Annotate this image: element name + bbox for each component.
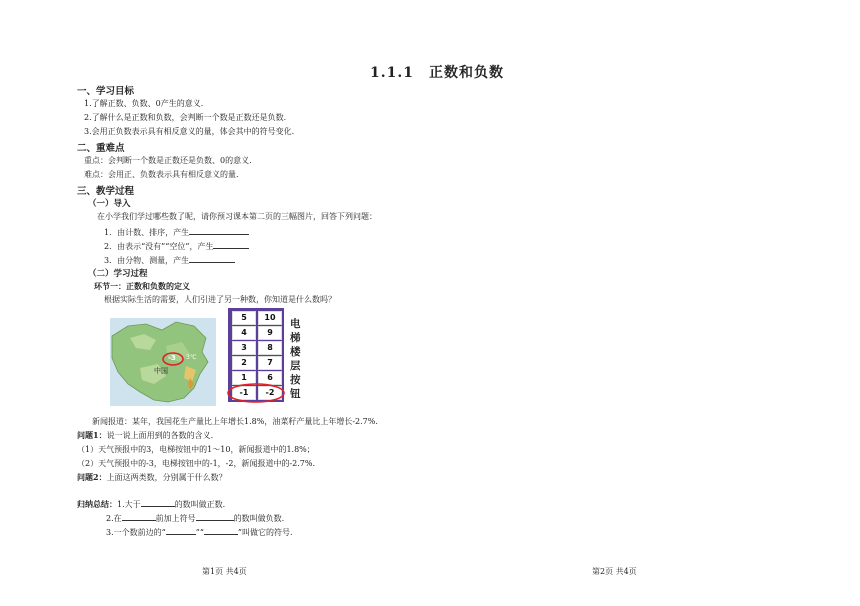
answer-blank [166, 526, 196, 535]
intro-question-2: 2．由表示“没有”“空位”，产生 [104, 240, 249, 252]
elevator-button: -1 [232, 386, 256, 400]
elevator-button: 2 [232, 356, 256, 370]
elevator-caption: 电梯楼层按钮 [290, 318, 301, 400]
section-heading-keypoints: 二、重难点 [77, 143, 125, 154]
question-1-answer-a: （1）天气预报中的3，电梯按钮中的1～10，新闻报道中的1.8%； [77, 445, 315, 454]
elevator-button: 6 [258, 371, 282, 385]
question-1: 问题1：说一说上面用到的各数的含义. [77, 430, 214, 440]
map-temp-label: -3 [168, 354, 176, 362]
intro-question-3: 3．由分物、测量，产生 [104, 254, 235, 266]
answer-blank [141, 498, 175, 507]
learn-text: 根据实际生活的需要，人们引进了另一种数，你知道是什么数吗？ [104, 295, 336, 304]
elevator-button: 10 [258, 311, 282, 325]
summary-3: 3.一个数前边的“ ”“ ”叫做它的符号. [106, 528, 293, 537]
map-temp-label-2: 3℃ [186, 354, 197, 361]
answer-blank [213, 240, 249, 249]
elevator-button: 7 [258, 356, 282, 370]
elevator-button: -2 [258, 386, 282, 400]
page-footer-left: 第1页 共4页 [202, 567, 247, 576]
elevator-button: 1 [232, 371, 256, 385]
elevator-button: 5 [232, 311, 256, 325]
link-heading: 环节一：正数和负数的定义 [94, 281, 190, 291]
answer-blank [196, 512, 234, 521]
elevator-button: 8 [258, 341, 282, 355]
summary-1: 归纳总结：1.大于 的数叫做正数. [77, 499, 226, 509]
answer-blank [189, 226, 249, 235]
hard-point: 难点：会用正、负数表示具有相反意义的量. [84, 170, 239, 179]
highlight-ring [226, 382, 286, 404]
news-text: 新闻报道：某年，我国花生产量比上年增长1.8%，油菜籽产量比上年增长-2.7%. [92, 417, 378, 426]
map-china-label: 中国 [154, 367, 168, 375]
page-footer-right: 第2页 共4页 [592, 567, 637, 576]
subsection-intro: （一）导入 [88, 199, 131, 209]
elevator-button: 4 [232, 326, 256, 340]
goal-item: 2.了解什么是正数和负数，会判断一个数是正数还是负数. [84, 113, 287, 122]
intro-question-1: 1．由计数、排序，产生 [104, 226, 249, 238]
section-heading-process: 三、教学过程 [77, 186, 135, 197]
china-weather-map [110, 318, 216, 406]
question-1-answer-b: （2）天气预报中的-3，电梯按钮中的-1，-2，新闻报道中的-2.7%. [77, 459, 316, 468]
elevator-button: 3 [232, 341, 256, 355]
key-point: 重点：会判断一个数是正数还是负数、0的意义. [84, 156, 252, 165]
subsection-learning: （二）学习过程 [88, 269, 148, 279]
intro-text: 在小学我们学过哪些数了呢，请你预习课本第二页的三幅图片，回答下列问题： [97, 212, 377, 221]
summary-2: 2.在 前加上符号 的数叫做负数. [106, 514, 285, 523]
page-title: 1.1.1 正数和负数 [370, 65, 504, 81]
answer-blank [122, 512, 156, 521]
goal-item: 3.会用正负数表示具有相反意义的量，体会其中的符号变化. [84, 127, 295, 136]
answer-blank [189, 254, 235, 263]
question-2: 问题2：上面这两类数，分别属于什么数？ [77, 472, 227, 482]
answer-blank [204, 526, 238, 535]
section-heading-goals: 一、学习目标 [77, 86, 135, 97]
goal-item: 1.了解正数、负数、0产生的意义. [84, 99, 204, 108]
elevator-button: 9 [258, 326, 282, 340]
elevator-panel [228, 308, 284, 402]
